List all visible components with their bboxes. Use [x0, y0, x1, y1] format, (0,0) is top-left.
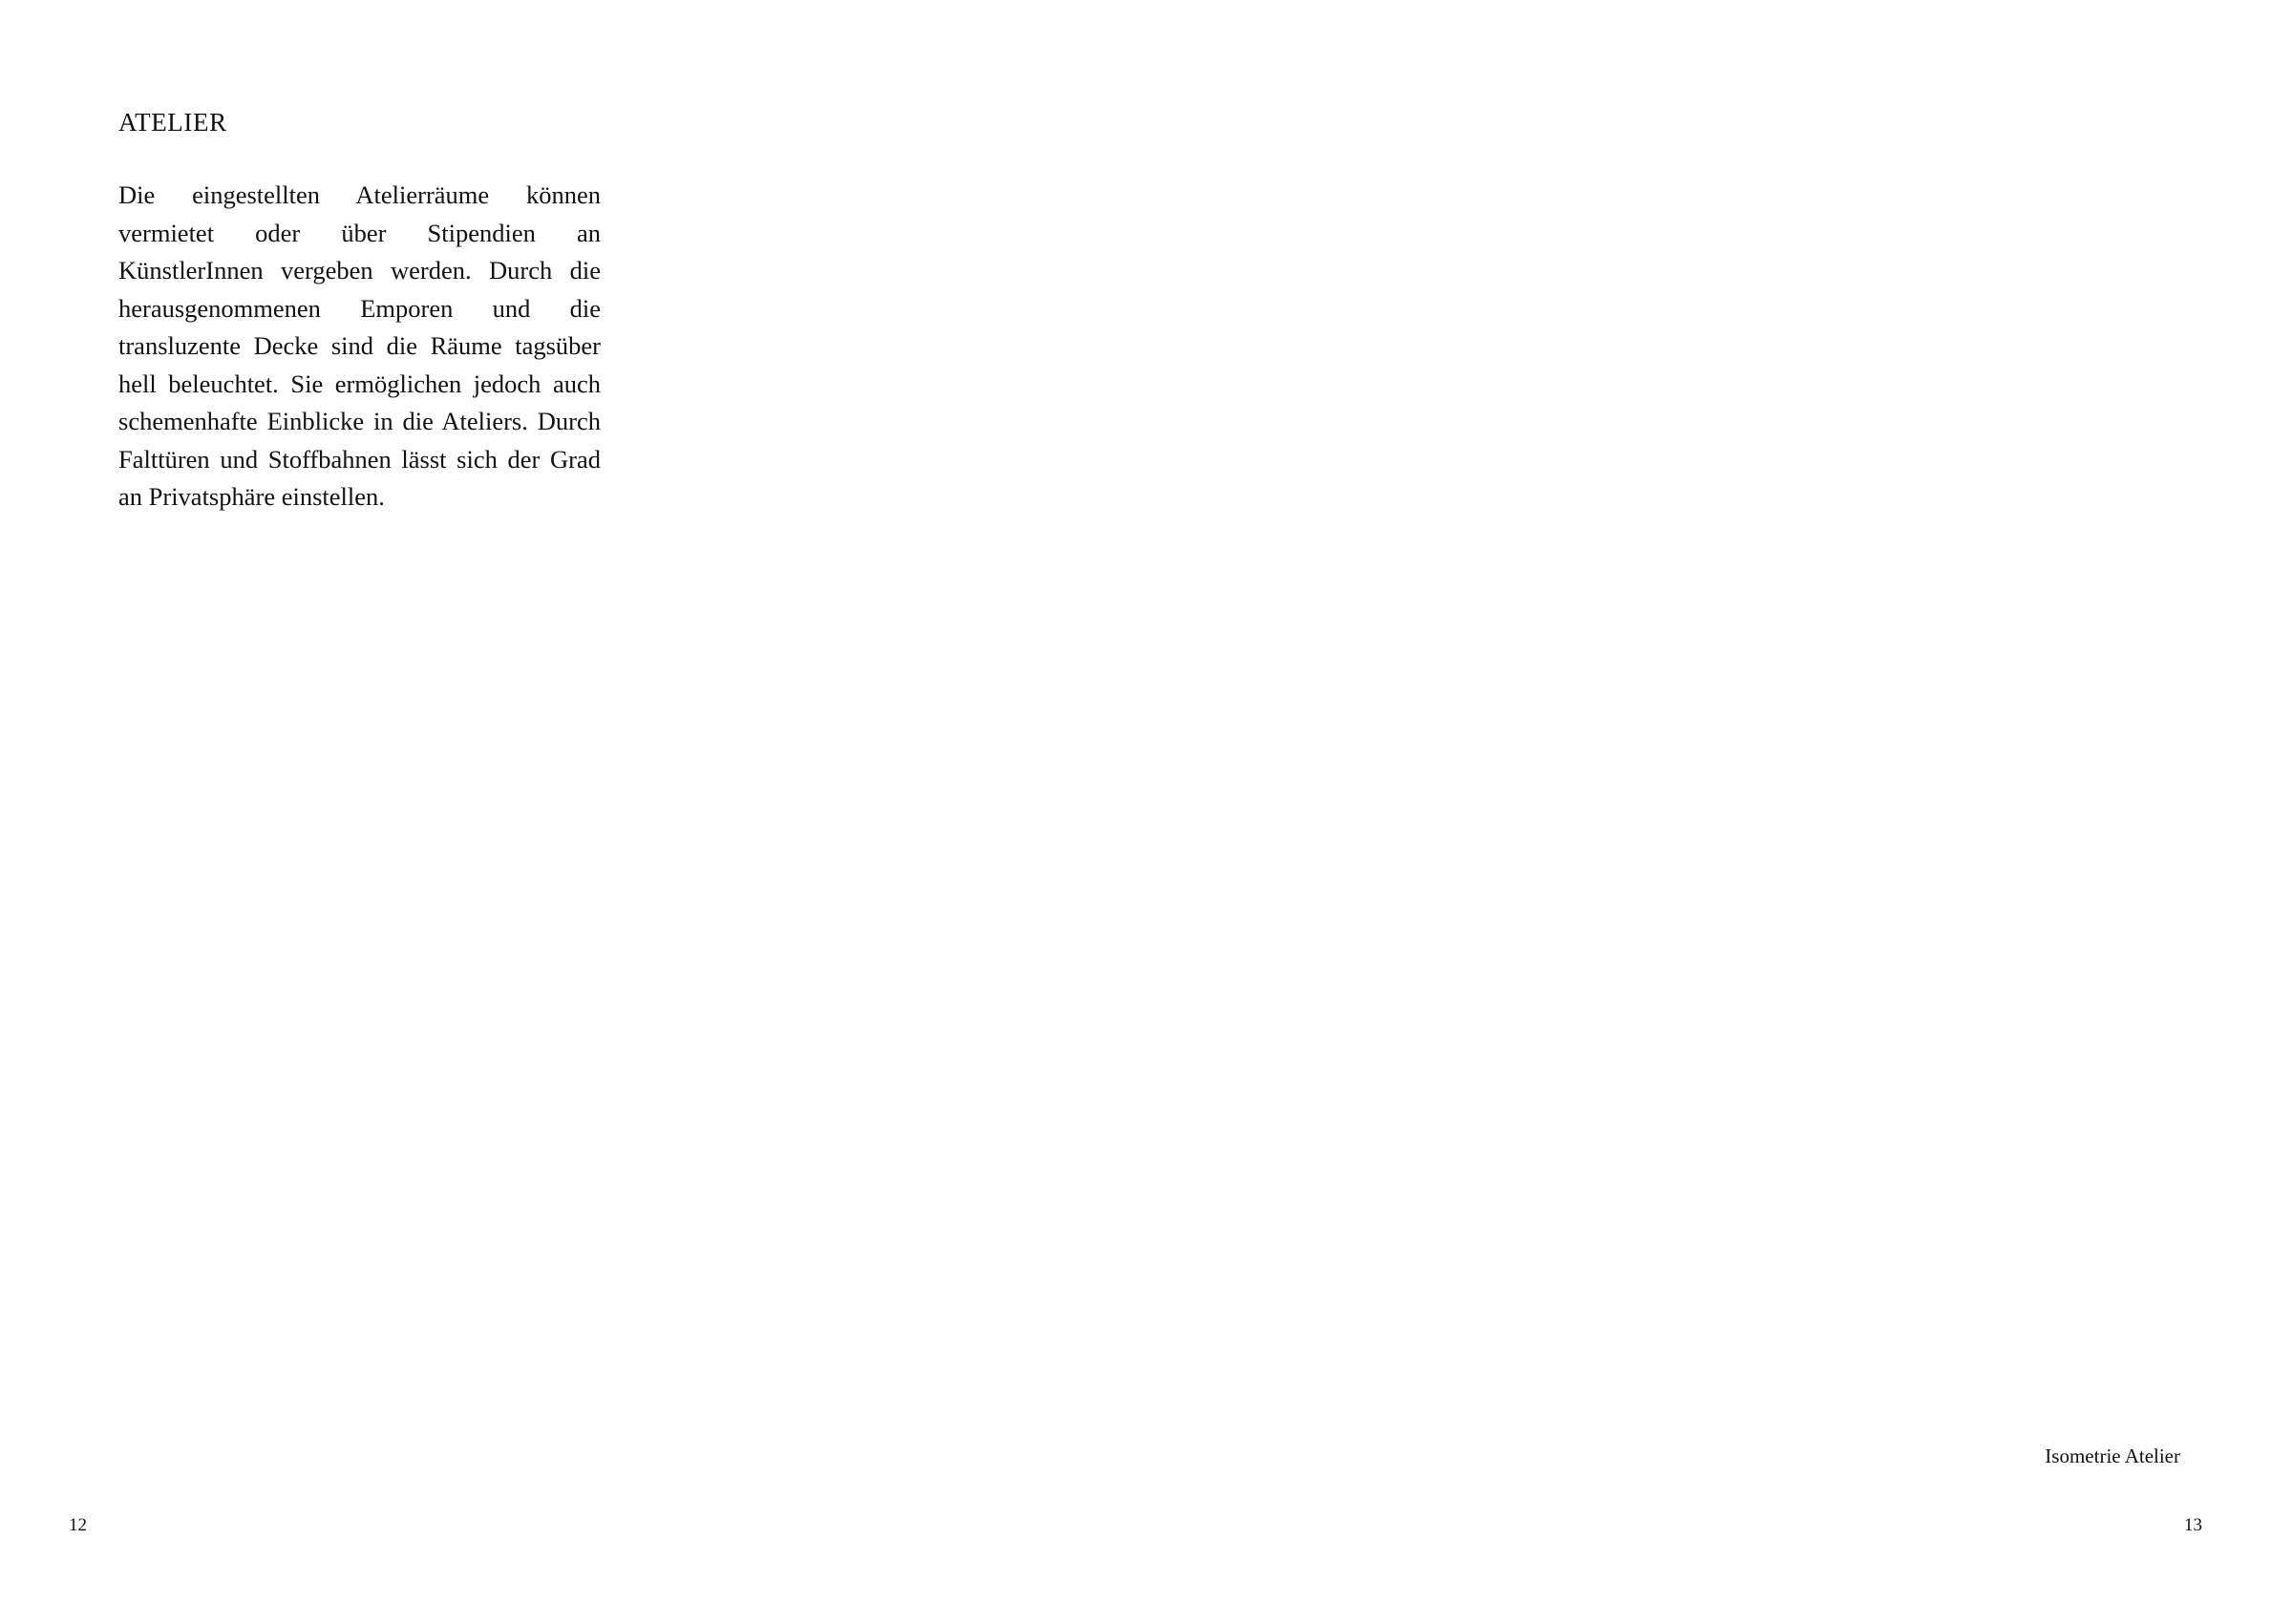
page-number-left: 12	[69, 1515, 87, 1535]
page-title: ATELIER	[118, 108, 227, 137]
figure-caption: Isometrie Atelier	[2045, 1445, 2180, 1467]
right-page	[1136, 0, 2271, 1624]
page-number-right: 13	[2184, 1515, 2202, 1535]
body-paragraph: Die eingestellten Atelierräume können vermietet oder über Stipendien an KünstlerInnen vergeben werden. Durch die herausgenommenen Emporen und die transluzente Decke sind die Räume tagsüber hell beleuchtet. Sie ermöglichen jedoch auch schemenhafte Einblicke in die Ateliers. Durch Falttüren und Stoffbahnen lässt sich der Grad an Privatsphäre einstellen.	[118, 180, 601, 511]
